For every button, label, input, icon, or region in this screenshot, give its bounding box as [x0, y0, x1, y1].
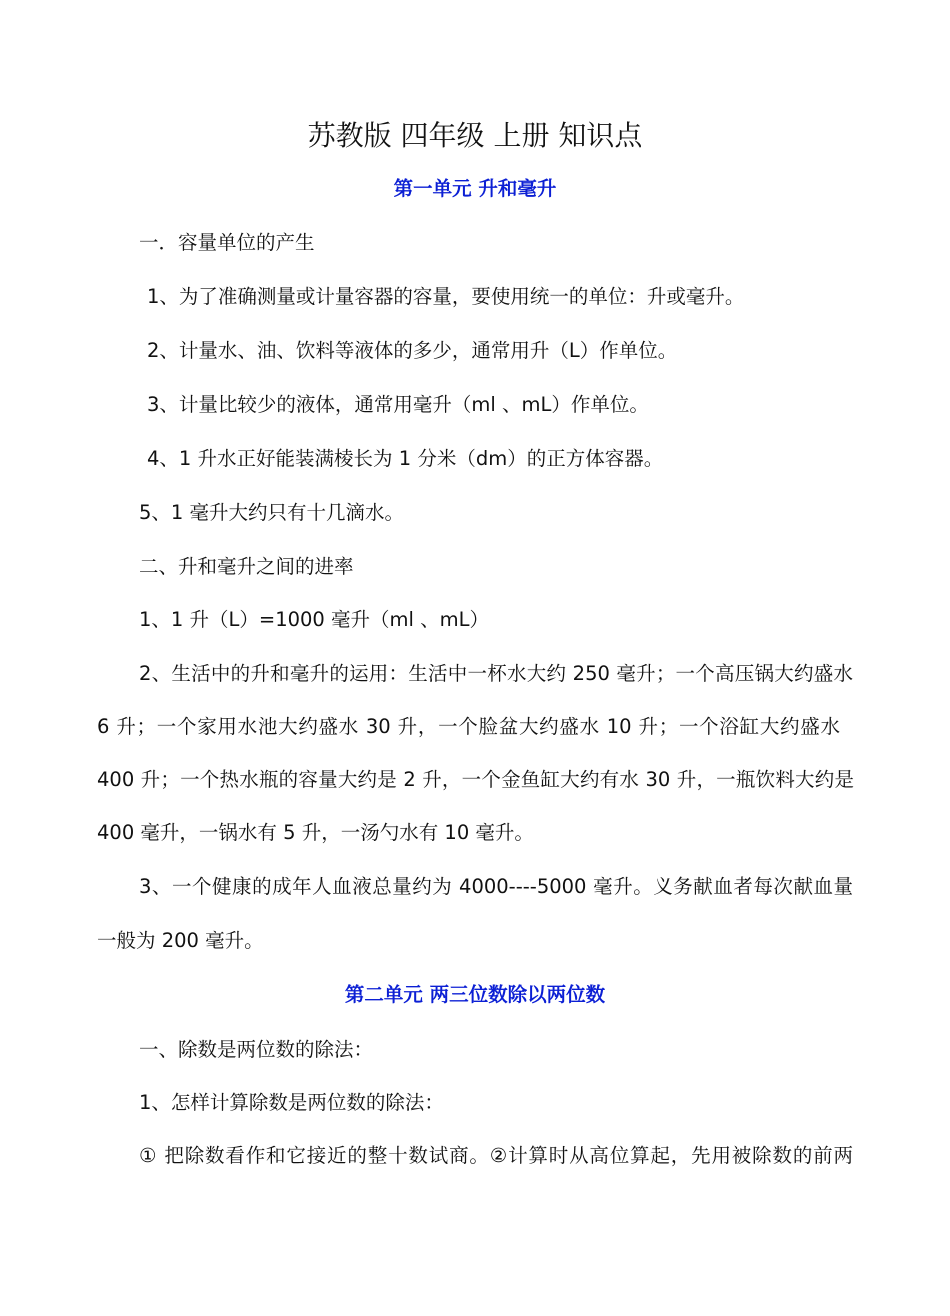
unit2-heading: 第二单元 两三位数除以两位数: [344, 983, 606, 1006]
unit1-rate2-line1: 2、生活中的升和毫升的运用：生活中一杯水大约 250 毫升；一个高压锅大约盛水: [139, 662, 853, 685]
unit2-section1-title: 一、除数是两位数的除法：: [139, 1038, 374, 1061]
unit1-rate3-line1: 3、一个健康的成年人血液总量约为 4000----5000 毫升。义务献血者每次献血量: [139, 875, 853, 898]
unit2-step-line1: ① 把除数看作和它接近的整十数试商。②计算时从高位算起，先用被除数的前两: [139, 1144, 853, 1167]
unit1-point2: 2、计量水、油、饮料等液体的多少，通常用升（L）作单位。: [147, 339, 678, 362]
unit2-subsection1: 1、怎样计算除数是两位数的除法：: [139, 1091, 444, 1114]
unit1-rate1: 1、1 升（L）=1000 毫升（ml 、mL）: [139, 608, 490, 631]
unit1-rate2-line3: 400 升；一个热水瓶的容量大约是 2 升，一个金鱼缸大约有水 30 升，一瓶饮料大约是: [97, 768, 854, 791]
unit1-section2-title: 二、升和毫升之间的进率: [139, 555, 354, 578]
unit1-rate3-line2: 一般为 200 毫升。: [97, 929, 264, 952]
unit1-rate2-line4: 400 毫升，一锅水有 5 升，一汤勺水有 10 毫升。: [97, 821, 534, 844]
unit1-point4: 4、1 升水正好能装满棱长为 1 分米（dm）的正方体容器。: [147, 447, 664, 470]
unit1-point5: 5、1 毫升大约只有十几滴水。: [139, 501, 405, 524]
unit1-point3: 3、计量比较少的液体，通常用毫升（ml 、mL）作单位。: [147, 393, 649, 416]
unit1-rate2-line2: 6 升；一个家用水池大约盛水 30 升，一个脸盆大约盛水 10 升；一个浴缸大约盛水: [97, 715, 840, 738]
unit1-heading: 第一单元 升和毫升: [393, 177, 557, 200]
unit1-section1-title: 一．容量单位的产生: [139, 231, 315, 254]
unit1-point1: 1、为了准确测量或计量容器的容量，要使用统一的单位：升或毫升。: [147, 285, 745, 308]
page-title: 苏教版 四年级 上册 知识点: [307, 119, 643, 152]
